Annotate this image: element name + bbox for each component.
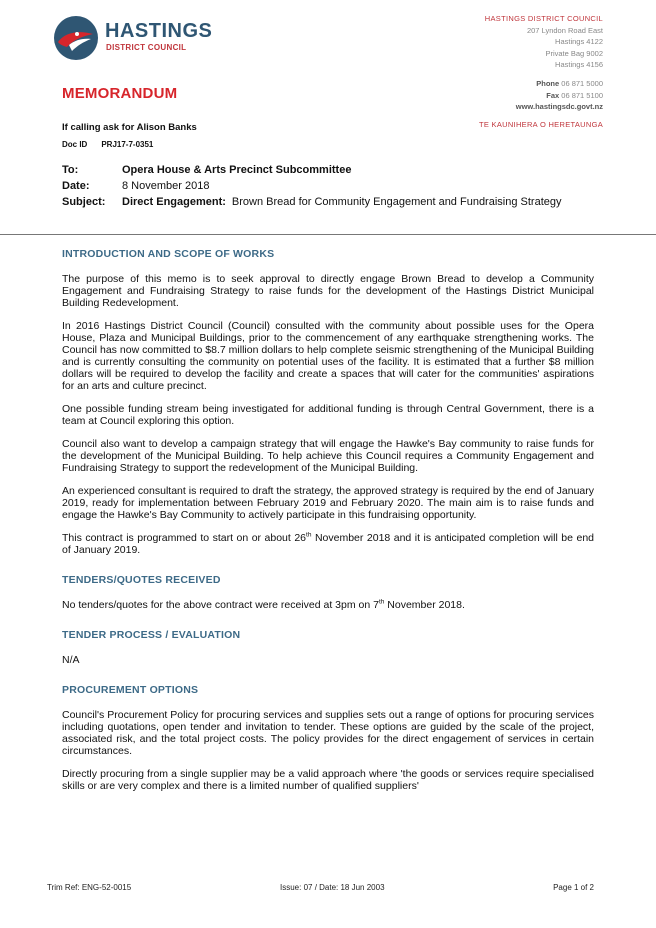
doc-id-label: Doc ID: [62, 140, 88, 149]
memo-meta: [62, 162, 561, 210]
phone-value: 06 871 5000: [561, 79, 603, 88]
fax-line: [516, 90, 603, 102]
memo-title: MEMORANDUM: [62, 85, 178, 102]
paragraph: [62, 532, 594, 556]
footer-trim-ref: Trim Ref: ENG-52-0015: [47, 883, 132, 892]
subject-label: Subject:: [62, 196, 106, 208]
ordinal-suffix: th: [306, 531, 312, 539]
subject-lead: Direct Engagement:: [122, 196, 226, 208]
section-heading: INTRODUCTION AND SCOPE OF WORKS: [62, 248, 275, 260]
footer-page-number: Page 1 of 2: [553, 883, 594, 892]
council-website: www.hastingsdc.govt.nz: [515, 102, 603, 111]
section-heading: TENDERS/QUOTES RECEIVED: [62, 574, 221, 586]
date-row: [62, 178, 561, 194]
to-value: Opera House & Arts Precinct Subcommittee: [122, 164, 352, 176]
text-run: November 2018 and it is anticipated completion will be end of January 2019.: [62, 532, 594, 556]
section-heading: PROCUREMENT OPTIONS: [62, 684, 199, 696]
footer-issue: Issue: 07 / Date: 18 Jun 2003: [280, 883, 385, 892]
phone-line: [516, 78, 603, 90]
section-tenders: [62, 574, 594, 611]
phone-label: Phone: [536, 79, 560, 88]
address-line-1: 207 Lyndon Road East: [526, 25, 603, 35]
section-evaluation: [62, 629, 594, 666]
address-line-2: Hastings 4122: [555, 37, 603, 46]
paragraph: One possible funding stream being investigated for additional funding is through Central Government, there is a team at Council exploring this option.: [62, 403, 594, 427]
council-maori-name: TE KAUNIHERA O HERETAUNGA: [478, 120, 603, 129]
section-procurement: [62, 684, 594, 792]
date-label: Date:: [62, 180, 90, 192]
section-introduction: [62, 248, 594, 556]
logo-subtitle: DISTRICT COUNCIL: [106, 43, 187, 52]
ordinal-suffix: th: [378, 598, 385, 606]
to-label: To:: [62, 164, 79, 176]
fax-label: Fax: [546, 90, 560, 100]
address-line-4: Hastings 4156: [555, 60, 603, 69]
text-run: No tenders/quotes for the above contract were received at 3pm on 7: [62, 599, 379, 611]
subject-row: [62, 194, 561, 210]
text-run: This contract is programmed to start on or about 26: [62, 532, 307, 544]
fax-value: 06 871 5100: [561, 90, 603, 100]
paragraph: Council's Procurement Policy for procuring services and supplies sets out a range of options for procuring services including quotations, open tender and invitation to tender. These options are guided by the scale of the project, associated risk, and the total project costs. The policy provides for the direct engagement of services in certain circumstances.: [62, 709, 594, 757]
contact-person: If calling ask for Alison Banks: [62, 122, 197, 133]
section-heading: TENDER PROCESS / EVALUATION: [62, 629, 241, 641]
paragraph: In 2016 Hastings District Council (Council) consulted with the community about possible uses for the Opera House, Plaza and Municipal Buildings, prior to the commencement of any earthquake strengthening works. The Council has now committed to $8.7 million dollars to help complete seismic strengthening of the Municipal Building and is currently consulting the community on potential uses of the facility. It is estimated that a further $8 million dollars will be required to develop the facility and create a spaces that will cater for the communities' aspirations for an arts and culture precinct.: [62, 320, 594, 392]
paragraph: Council also want to develop a campaign strategy that will engage the Hawke's Bay community to raise funds for the development of the Municipal Building. To help achieve this Council requires a Community Engagement and Fundraising Strategy to support the redevelopment of the Municipal Building.: [62, 438, 594, 474]
date-value: 8 November 2018: [122, 180, 210, 192]
council-name: HASTINGS DISTRICT COUNCIL: [484, 14, 603, 23]
council-contact-block: [516, 78, 603, 113]
subject-value: Brown Bread for Community Engagement and Fundraising Strategy: [231, 196, 562, 208]
paragraph: [62, 599, 594, 611]
council-address-block: [485, 13, 603, 71]
header-divider: [0, 234, 656, 235]
paragraph: An experienced consultant is required to draft the strategy, the approved strategy is required by the end of January 2019, ready for implementation between February 2019 and February 2020. The main aim is to raise funds and engage the Hawke's Bay Community to actively participate in this fundraising opportunity.: [62, 485, 594, 521]
logo-wordmark: HASTINGS: [105, 20, 213, 42]
address-line-3: Private Bag 9002: [545, 48, 603, 58]
doc-id: [62, 140, 153, 149]
council-logo-icon: [53, 15, 99, 61]
doc-id-value: PRJ17-7-0351: [101, 140, 154, 149]
paragraph: The purpose of this memo is to seek approval to directly engage Brown Bread to develop a Community Engagement and Fundraising Strategy to raise funds for the development of the Hastings District Municipal Building Redevelopment.: [62, 273, 594, 309]
paragraph: N/A: [62, 654, 80, 666]
text-run: November 2018.: [384, 599, 465, 611]
memo-body: [62, 248, 594, 810]
paragraph: Directly procuring from a single supplier may be a valid approach where 'the goods or services require specialised skills or are very complex and there is a limited number of qualified suppliers': [62, 768, 594, 792]
to-row: [62, 162, 561, 178]
